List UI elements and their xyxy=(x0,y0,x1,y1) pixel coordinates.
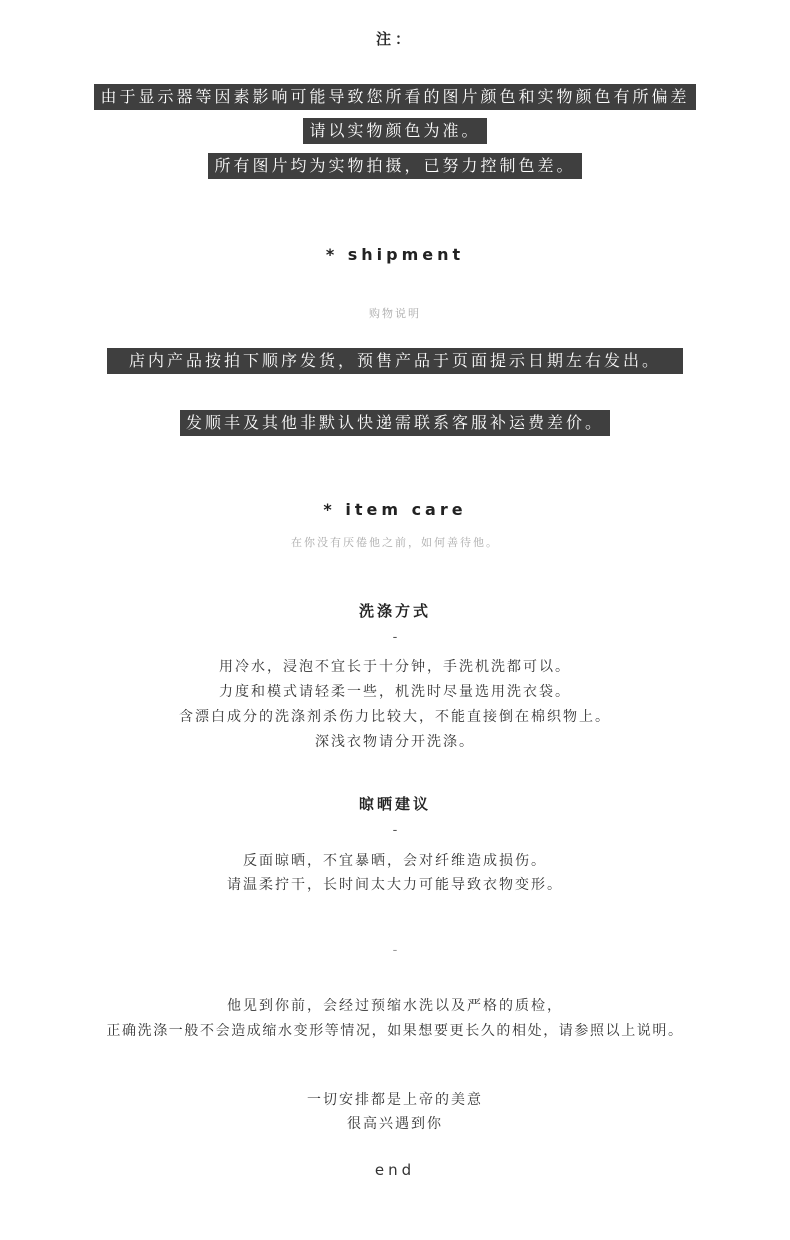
drying-dash: - xyxy=(392,823,398,838)
closing-line-2: 正确洗涤一般不会造成缩水变形等情况，如果想要更长久的相处，请参照以上说明。 xyxy=(106,1023,684,1039)
shipment-banner-order: 店内产品按拍下顺序发货，预售产品于页面提示日期左右发出。 xyxy=(107,348,683,374)
washing-dash: - xyxy=(392,630,398,645)
shipment-heading: * shipment xyxy=(325,245,465,264)
drying-line-2: 请温柔拧干，长时间太大力可能导致衣物变形。 xyxy=(227,877,563,893)
note-banner-row-1 xyxy=(0,84,790,110)
note-banner-color-difference: 由于显示器等因素影响可能导致您所看的图片颜色和实物颜色有所偏差 xyxy=(94,84,695,110)
note-banner-real-photos: 所有图片均为实物拍摄，已努力控制色差。 xyxy=(208,153,581,179)
washing-line-1: 用冷水，浸泡不宜长于十分钟，手洗机洗都可以。 xyxy=(219,659,571,675)
washing-title: 洗涤方式 xyxy=(358,602,431,620)
shipment-banner-row-1 xyxy=(0,348,790,374)
item-care-subtitle: 在你没有厌倦他之前，如何善待他。 xyxy=(291,536,499,549)
item-care-heading: * item care xyxy=(323,500,467,519)
drying-line-1: 反面晾晒，不宜暴晒，会对纤维造成损伤。 xyxy=(243,853,547,869)
closing-line-1: 他见到你前，会经过预缩水洗以及严格的质检， xyxy=(227,998,563,1014)
end-text: end xyxy=(374,1161,416,1179)
note-banner-row-2 xyxy=(0,118,790,144)
shipment-banner-row-2 xyxy=(0,410,790,436)
washing-line-3: 含漂白成分的洗涤剂杀伤力比较大，不能直接倒在棉织物上。 xyxy=(179,709,611,725)
note-banner-refer-actual: 请以实物颜色为准。 xyxy=(303,118,486,144)
drying-title: 晾晒建议 xyxy=(358,795,431,813)
note-banner-row-3 xyxy=(0,153,790,179)
shipment-banner-courier: 发顺丰及其他非默认快递需联系客服补运费差价。 xyxy=(180,410,610,436)
washing-line-4: 深浅衣物请分开洗涤。 xyxy=(315,734,475,750)
note-title: 注： xyxy=(375,30,414,48)
final-line-1: 一切安排都是上帝的美意 xyxy=(307,1092,483,1108)
shipment-subtitle: 购物说明 xyxy=(369,307,421,320)
closing-dash: - xyxy=(392,943,398,958)
final-line-2: 很高兴遇到你 xyxy=(347,1116,443,1132)
washing-line-2: 力度和模式请轻柔一些，机洗时尽量选用洗衣袋。 xyxy=(219,684,571,700)
